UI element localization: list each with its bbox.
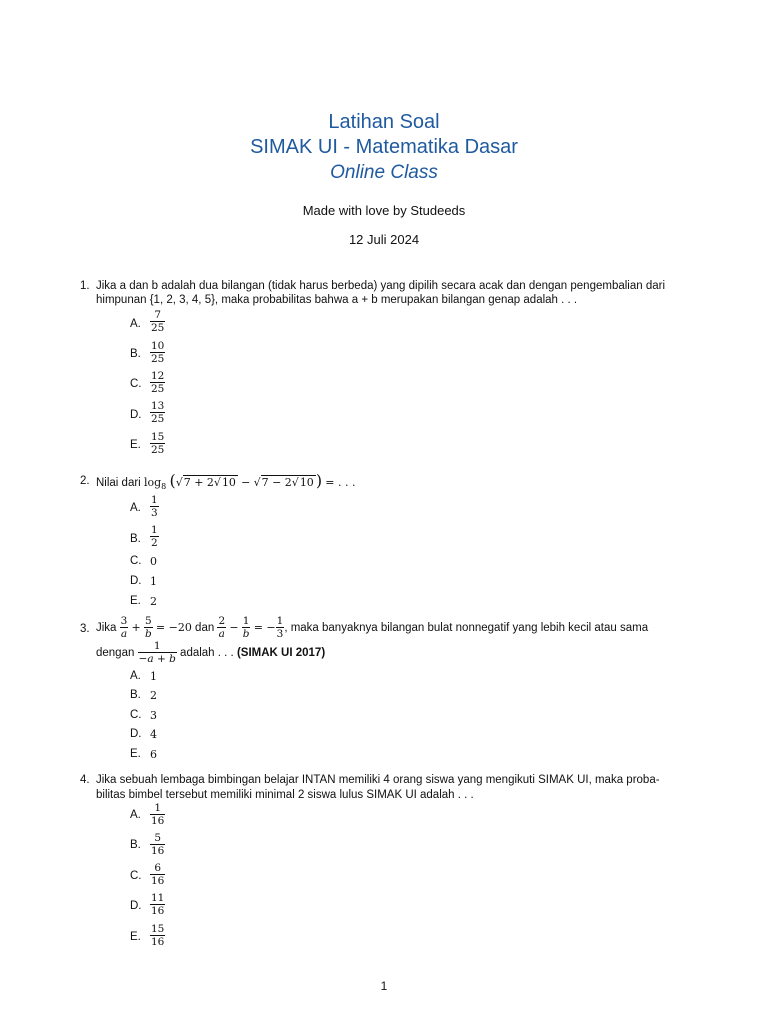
option-fraction: $\frac{12}{25}$ [151,370,165,395]
question-text-line2: bilitas bimbel tersebut memiliki minimal 2 siswa lulus SIMAK UI adalah . . . [96,789,474,801]
option-label: A. [130,670,141,682]
option-label: B. [130,839,141,851]
option-fraction: $\frac{1}{16}$ [151,802,165,827]
option-label: C. [130,378,142,390]
question-text: Nilai dari $\log_8 (√7 + 2√10 - √7 - 2√10$ ) = . . . [96,471,356,492]
author-line: Made with love by Studeeds [302,203,466,218]
option-fraction: $\frac{1}{2}$ [151,524,158,549]
option-label: A. [130,318,141,330]
option-label: A. [130,809,141,821]
option-label: C. [130,870,142,882]
question-text-line1: Jika sebuah lembaga bimbingan belajar INTAN memiliki 4 orang siswa yang mengikuti SIMAK UI, maka proba- [96,774,660,786]
option-value: 2 [150,595,157,608]
option-fraction: $\frac{11}{16}$ [151,892,165,917]
option-label: B. [130,348,141,360]
option-fraction: $\frac{1}{3}$ [151,494,158,519]
document-title: Latihan Soal [328,111,440,133]
option-label: D. [130,409,142,421]
option-value: 1 [150,670,157,683]
option-fraction: $\frac{6}{16}$ [151,862,165,887]
option-value: 1 [150,575,157,588]
document-subtitle: Online Class [330,162,438,183]
page-number: 1 [380,979,388,993]
option-label: C. [130,709,142,721]
option-label: D. [130,900,142,912]
option-label: C. [130,555,142,567]
option-value: 6 [150,748,157,761]
question-number: 4. [80,774,90,786]
option-label: B. [130,689,141,701]
option-label: D. [130,575,142,587]
option-value: 2 [150,689,157,702]
option-value: 0 [150,555,157,568]
option-label: E. [130,595,141,607]
question-number: 3. [80,623,90,635]
option-fraction: $\frac{5}{16}$ [151,832,165,857]
date-line: 12 Juli 2024 [348,232,420,247]
option-label: E. [130,439,141,451]
option-label: E. [130,931,141,943]
option-label: D. [130,728,142,740]
option-fraction: $\frac{15}{16}$ [151,923,165,948]
option-label: A. [130,502,141,514]
question-text-line2: dengan $\frac{1}{-a + b}$ adalah . . . (SIMAK UI 2017) [96,640,326,666]
option-label: B. [130,533,141,545]
option-fraction: $\frac{7}{25}$ [151,309,165,334]
option-value: 4 [150,728,157,741]
option-value: 3 [150,709,157,722]
source-tag: (SIMAK UI 2017) [236,647,326,659]
option-fraction: $\frac{10}{25}$ [151,340,165,365]
question-number: 2. [80,475,90,487]
question-number: 1. [80,280,90,292]
question-text-line1: Jika $\frac{3}{a}$ + $\frac{5}{b}$ = −20 dan $\frac{2}{a}$ − $\frac{1}{b}$ = − $\frac{1}{3}$ , maka banyaknya bilangan bulat nonnegatif yang lebih kecil atau sama [96,615,649,641]
option-fraction: $\frac{15}{25}$ [151,431,165,456]
option-label: E. [130,748,141,760]
document-subject: SIMAK UI - Matematika Dasar [250,136,518,158]
option-fraction: $\frac{13}{25}$ [151,400,165,425]
question-text-line2: himpunan {1, 2, 3, 4, 5}, maka probabilitas bahwa a + b merupakan bilangan genap adalah . . . [96,294,578,306]
question-text-line1: Jika a dan b adalah dua bilangan (tidak harus berbeda) yang dipilih secara acak dan dengan pengembalian dari [96,280,666,292]
